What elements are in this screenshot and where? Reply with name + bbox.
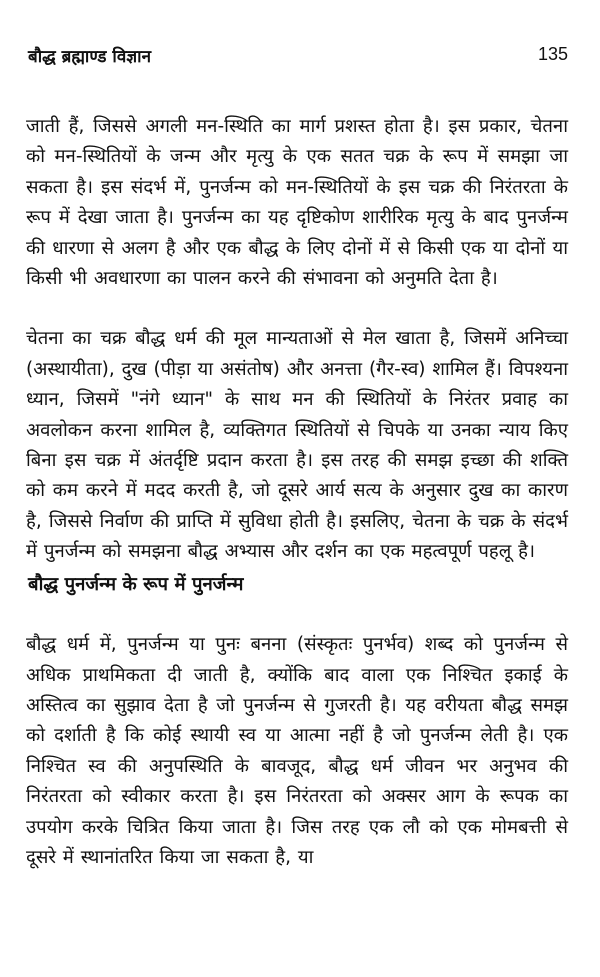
- paragraph-1: जाती हैं, जिससे अगली मन-स्थिति का मार्ग प्रशस्त होता है। इस प्रकार, चेतना को मन-स्थितियों के जन्म और मृत्यु के एक सतत चक्र के रूप में समझा जा सकता है। इस संदर्भ में, पुनर्जन्म को मन-स्थितियों के इस चक्र की निरंतरता के रूप में देखा जाता है। पुनर्जन्म का यह दृष्टिकोण शारीरिक मृत्यु के बाद पुनर्जन्म की धारणा से अलग है और एक बौद्ध के लिए दोनों में से किसी एक या दोनों या किसी भी अवधारणा का पालन करने की संभावना को अनुमति देता है।: [26, 116, 568, 290]
- body-text: [26, 112, 568, 873]
- section-subheading: बौद्ध पुनर्जन्म के रूप में पुनर्जन्म: [28, 573, 244, 595]
- page-number: 135: [537, 44, 568, 64]
- running-header: [28, 44, 568, 74]
- paragraph-2: चेतना का चक्र बौद्ध धर्म की मूल मान्यताओं से मेल खाता है, जिसमें अनिच्चा (अस्थायीता), दुख (पीड़ा या असंतोष) और अनत्ता (गैर-स्व) शामिल हैं। विपश्यना ध्यान, जिसमें "नंगे ध्यान" के साथ मन की स्थितियों के निरंतर प्रवाह का अवलोकन करना शामिल है, व्यक्तिगत स्थितियों से चिपके या उनका न्याय किए बिना इस चक्र में अंतर्दृष्टि प्रदान करता है। इस तरह की समझ इच्छा की शक्ति को कम करने में मदद करती है, जो दूसरे आर्य सत्य के अनुसार दुख का कारण है, जिससे निर्वाण की प्राप्ति में सुविधा होती है। इसलिए, चेतना के चक्र के संदर्भ में पुनर्जन्म को समझना बौद्ध अभ्यास और दर्शन का एक महत्वपूर्ण पहलू है।: [26, 328, 569, 563]
- paragraph-3: बौद्ध धर्म में, पुनर्जन्म या पुनः बनना (संस्कृतः पुनर्भव) शब्द को पुनर्जन्म से अधिक प्राथमिकता दी जाती है, क्योंकि बाद वाला एक निश्चित इकाई के अस्तित्व का सुझाव देता है जो पुनर्जन्म से गुजरती है। यह वरीयता बौद्ध समझ को दर्शाती है कि कोई स्थायी स्व या आत्मा नहीं है जो पुनर्जन्म लेती है। एक निश्चित स्व की अनुपस्थिति के बावजूद, बौद्ध धर्म जीवन भर अनुभव की निरंतरता को स्वीकार करता है। इस निरंतरता को अक्सर आग के रूपक का उपयोग करके चित्रित किया जाता है। जिस तरह एक लौ को एक मोमबत्ती से दूसरे में स्थानांतरित किया जा सकता है, या: [26, 634, 568, 868]
- running-header-title: बौद्ध ब्रह्माण्ड विज्ञान: [28, 47, 152, 67]
